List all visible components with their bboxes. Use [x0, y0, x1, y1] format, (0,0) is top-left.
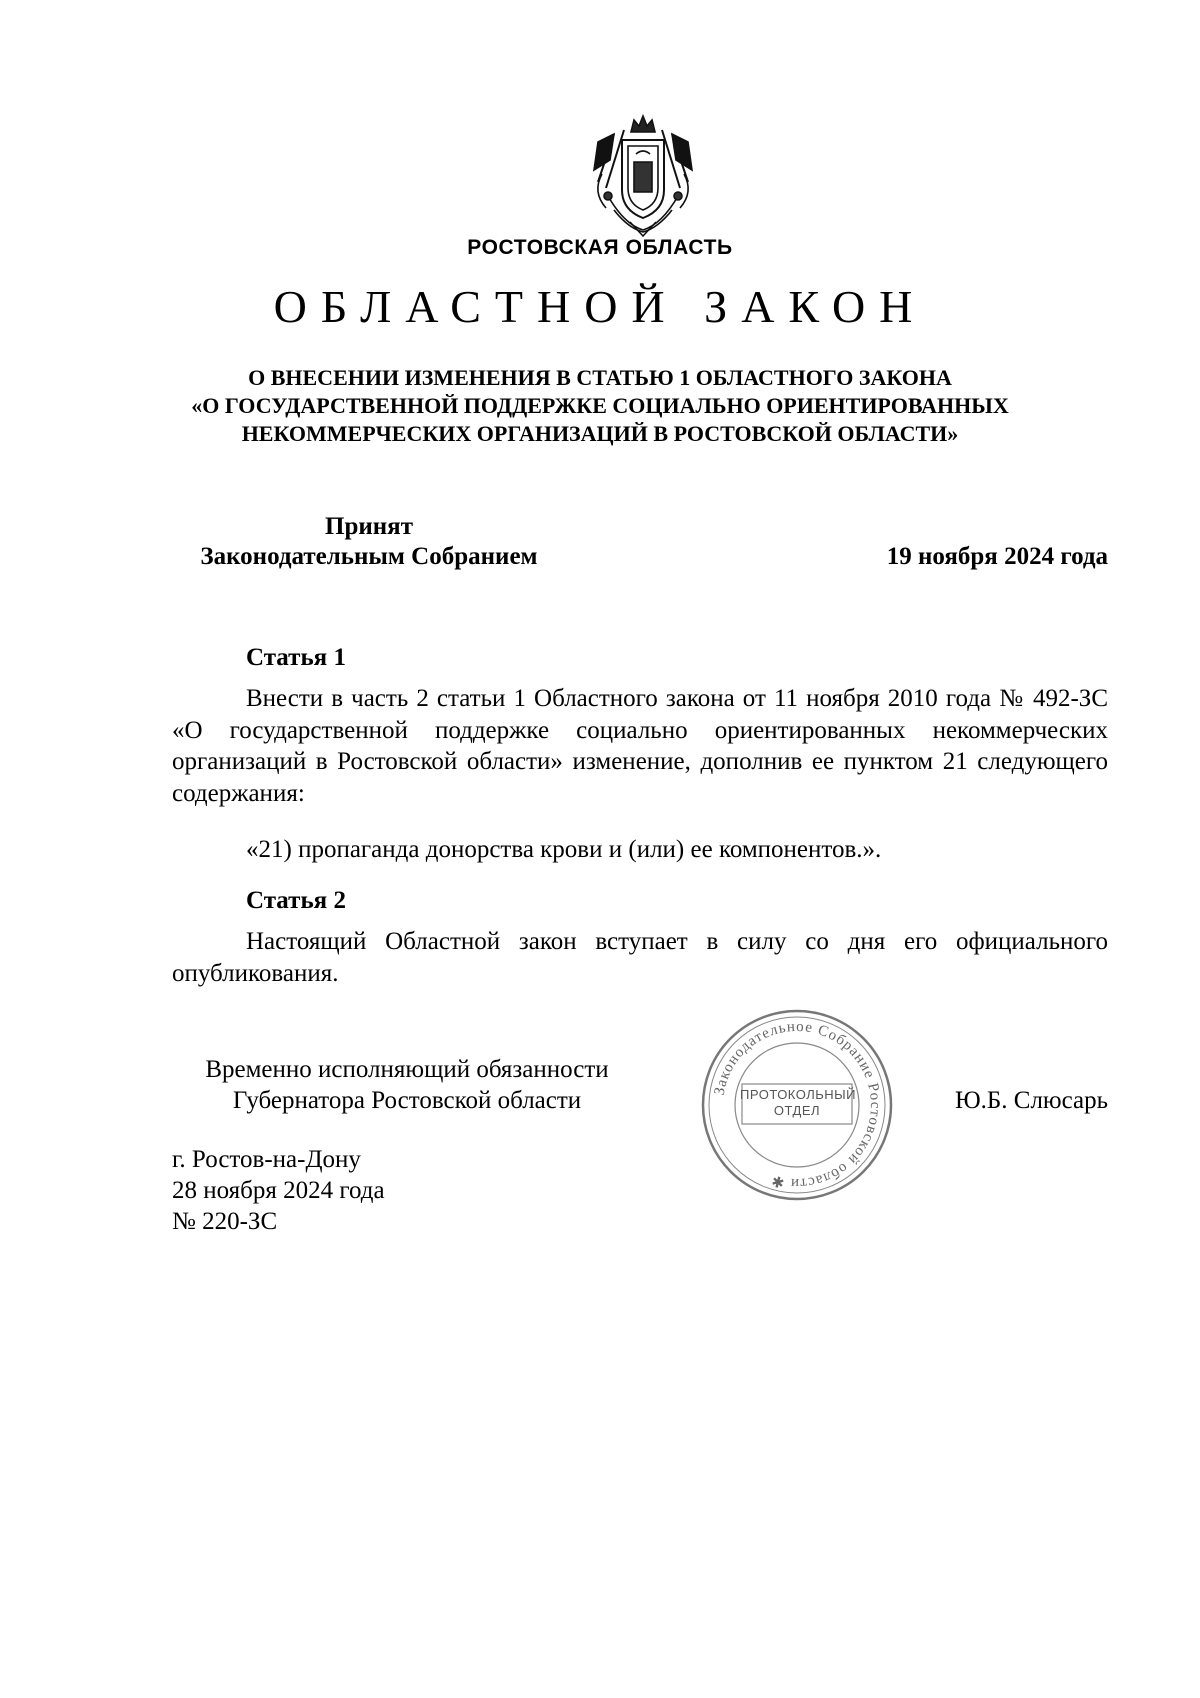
region-name: РОСТОВСКАЯ ОБЛАСТЬ: [467, 236, 733, 259]
seal-label: [740, 1087, 857, 1119]
document-type: ОБЛАСТНОЙ ЗАКОН: [273, 281, 927, 332]
signing-date: 28 ноября 2024 года: [172, 1177, 385, 1204]
law-title-line: О ВНЕСЕНИИ ИЗМЕНЕНИЯ В СТАТЬЮ 1 ОБЛАСТНОГО ЗАКОНА: [248, 365, 952, 390]
adoption-line: Принят: [325, 513, 413, 540]
adoption-body: [174, 512, 564, 572]
place: г. Ростов-на-Дону: [172, 1146, 361, 1173]
law-title-line: «О ГОСУДАРСТВЕННОЙ ПОДДЕРЖКЕ СОЦИАЛЬНО ОРИЕНТИРОВАННЫХ: [191, 393, 1009, 418]
adoption-line: Законодательным Собранием: [200, 543, 538, 570]
place-date-number: [172, 1144, 385, 1237]
coat-of-arms-emblem: [584, 112, 702, 242]
adoption-date: 19 ноября 2024 года: [886, 543, 1108, 570]
seal-ring-text: Законодательное Собрание Ростовской области ✱: [711, 1018, 884, 1192]
signer-title-line: Губернатора Ростовской области: [232, 1087, 582, 1114]
seal-label-line: ОТДЕЛ: [773, 1103, 821, 1118]
law-number: № 220-ЗС: [172, 1208, 278, 1235]
article-1-paragraph: Внести в часть 2 статьи 1 Областного закона от 11 ноября 2010 года № 492-ЗС «О государственной поддержке социально ориентированных некоммерческих организаций в Ростовской области» изменение, дополнив ее пунктом 21 следующего содержания:: [172, 685, 1108, 807]
signer-title: [172, 1054, 642, 1116]
seal-label-line: ПРОТОКОЛЬНЫЙ: [740, 1087, 857, 1102]
article-1-paragraph: «21) пропаганда донорства крови и (или) ее компонентов.».: [246, 836, 882, 863]
article-2-paragraph: Настоящий Областной закон вступает в силу со дня его официального опубликования.: [172, 928, 1108, 987]
article-2-heading: Статья 2: [246, 887, 346, 914]
law-title-line: НЕКОММЕРЧЕСКИХ ОРГАНИЗАЦИЙ В РОСТОВСКОЙ ОБЛАСТИ»: [241, 421, 959, 446]
article-1-heading: Статья 1: [246, 644, 346, 671]
law-title: [100, 364, 1100, 448]
signer-name: Ю.Б. Слюсарь: [954, 1087, 1108, 1114]
signer-title-line: Временно исполняющий обязанности: [205, 1056, 609, 1083]
